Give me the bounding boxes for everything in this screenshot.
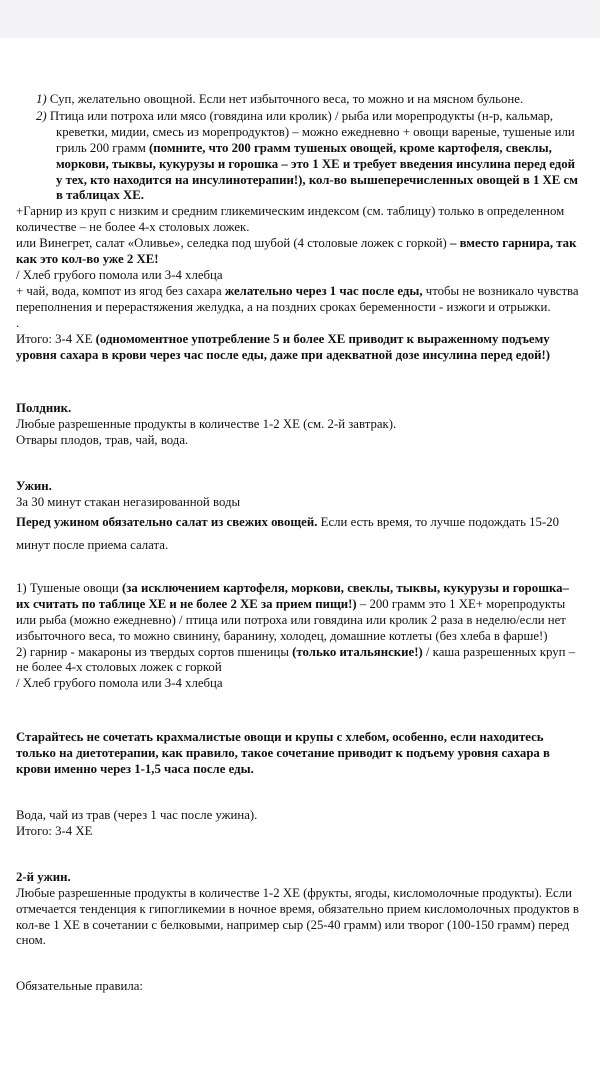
dinner-after-1: Вода, чай из трав (через 1 час после ужина). (16, 808, 258, 822)
snack-line-2: Отвары плодов, трав, чай, вода. (16, 433, 189, 448)
dinner2-title: 2-й ужин. (16, 869, 71, 884)
rules-title: Обязательные правила: (16, 979, 143, 994)
breakfast2-garnish: +Гарнир из круп с низким и средним гликемическим индексом (см. таблицу) только в определенном количестве – не более 4-х столовых ложек. (16, 204, 565, 235)
dinner-bread: / Хлеб грубого помола или 3-4 хлебца (16, 676, 223, 691)
dinner-line-2: Перед ужином обязательно салат из свежих овощей. Если есть время, то лучше подождать 15-20 минут после приема салата. (16, 514, 560, 552)
dinner-line-1: За 30 минут стакан негазированной воды (16, 495, 241, 510)
breakfast2-item-1: 1) Суп, желательно овощной. Если нет избыточного веса, то можно и на мясном бульоне. (36, 92, 524, 106)
top-bar (0, 0, 600, 38)
breakfast2-item-2: 2) Птица или потроха или мясо (говядина или кролик) / рыба или морепродукты (н-р, кальмар, креветки, мидии, смесь из морепродуктов) – можно ежедневно + овощи вареные, тушеные или гриль 200 грамм (помните, что 200 грамм тушеных овощей, кроме картофеля, свеклы, моркови, тыквы, кукурузы и горошка – это 1 ХЕ и требует введения инсулина перед едой у тех, кто находится на инсулинотерапии!), кол-во вышеперечисленных овощей в 1 ХЕ см в таблицах ХЕ. (36, 108, 578, 203)
dinner-item-2: 2) гарнир - макароны из твердых сортов пшеницы (только итальянские!) / каша разрешенных круп – не более 4-х столовых ложек с горкой (16, 644, 576, 675)
dinner-title: Ужин. (16, 479, 52, 494)
breakfast2-bread: / Хлеб грубого помола или 3-4 хлебца (16, 267, 223, 282)
dinner-item-1: 1) Тушеные овощи (за исключением картофеля, моркови, свеклы, тыквы, кукурузы и горошка– их считать по таблице ХЕ и не более 2 ХЕ за прием пищи!) – 200 грамм это 1 ХЕ+ морепродукты или рыба (можно ежедневно) / птица или потроха или говядина или кролик 2 раза в неделю/если нет избыточного веса, то можно свинину, баранину, холодец, домашние котлеты (без хлеба в фарше!) (16, 580, 569, 643)
dinner-after-2: Итого: 3-4 ХЕ (16, 823, 93, 838)
snack-title: Полдник. (16, 401, 72, 416)
breakfast2-drinks: + чай, вода, компот из ягод без сахара желательно через 1 час после еды, чтобы не возникало чувства переполнения и перерастяжения желудка, а на поздних сроках беременности - изжоги и отрыжки. (16, 283, 579, 314)
document-body (16, 92, 584, 995)
breakfast2-total: Итого: 3-4 ХЕ (одномоментное употребление 5 и более ХЕ приводит к выраженному подъему уровня сахара в крови через час после еды, даже при адекватной дозе инсулина перед едой!) (16, 331, 551, 362)
dinner2-text: Любые разрешенные продукты в количестве 1-2 ХЕ (фрукты, ягоды, кисломолочные продукты). Если отмечается тенденция к гипогликемии в ночное время, обязательно прием кисломолочных продуктов в кол-ве 1 ХЕ в сочетании с белковыми, например сыр (25-40 грамм) или творог (100-150 грамм) перед сном. (16, 885, 579, 948)
dinner-warning: Старайтесь не сочетать крахмалистые овощи и крупы с хлебом, особенно, если находитесь только на диетотерапии, как правило, такое сочетание приводит к подъему уровня сахара в крови именно через 1-1,5 часа после еды. (16, 730, 550, 777)
breakfast2-dot: . (16, 315, 20, 330)
breakfast2-vinegret: или Винегрет, салат «Оливье», селедка под шубой (4 столовые ложек с горкой) – вместо гарнира, так как это кол-во уже 2 ХЕ! (16, 236, 577, 267)
snack-line-1: Любые разрешенные продукты в количестве 1-2 ХЕ (см. 2-й завтрак). (16, 417, 397, 432)
